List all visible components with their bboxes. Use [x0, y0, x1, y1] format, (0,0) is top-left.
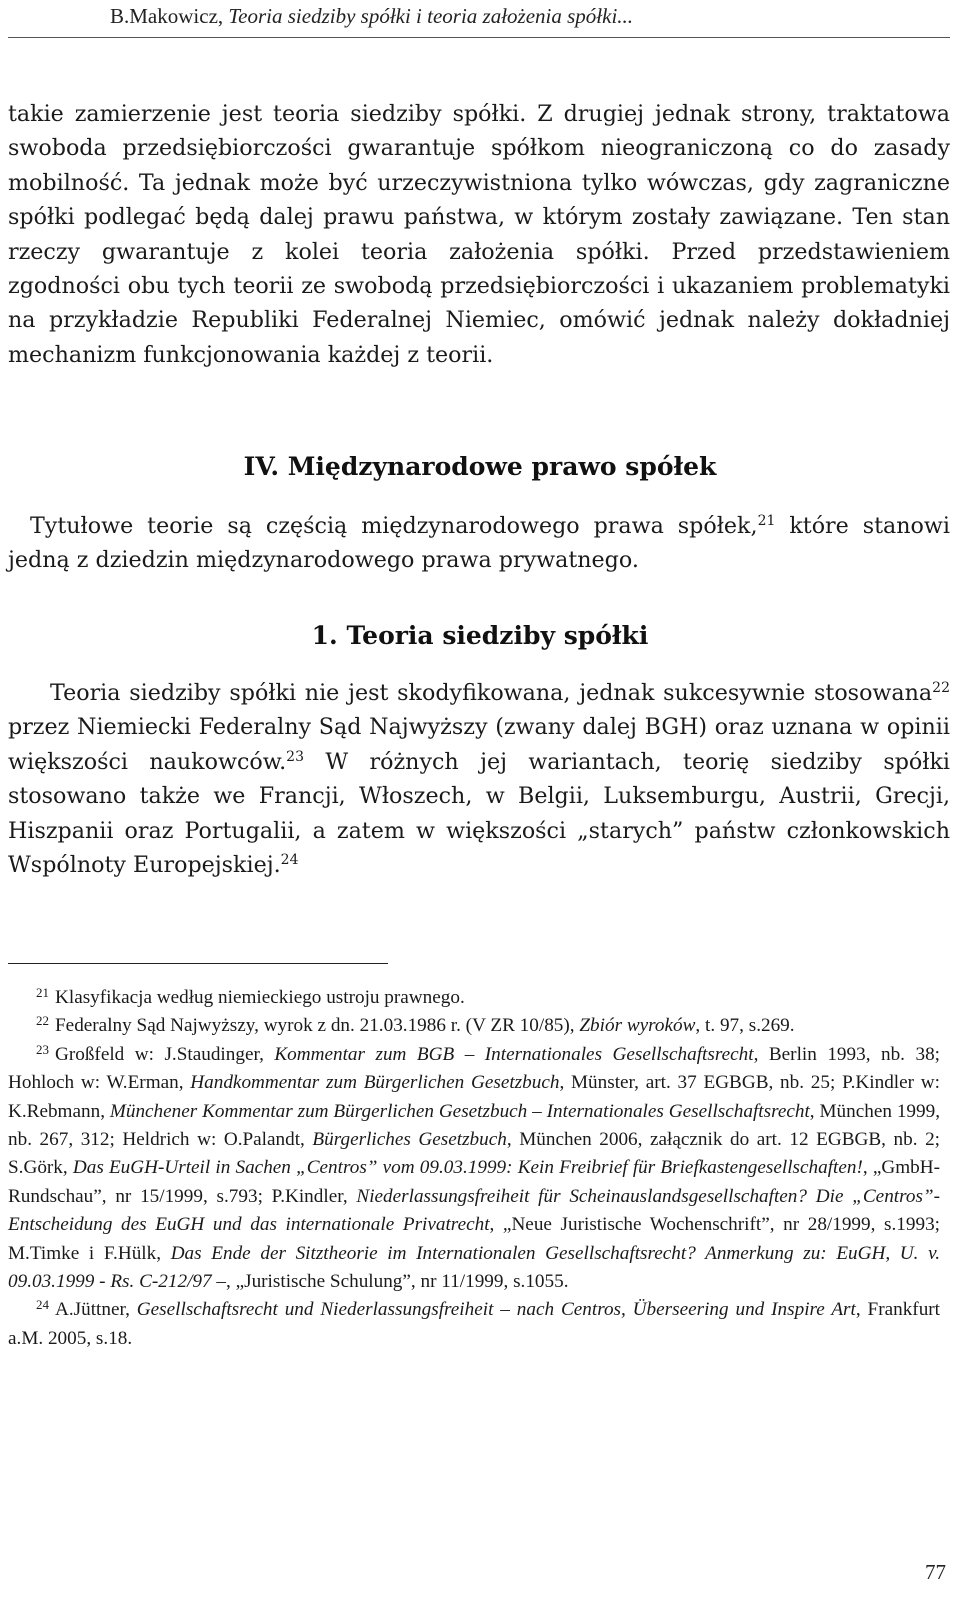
footnote-24: $^{24}$ A.Jüttner, Gesellschaftsrecht und Niederlassungsfreiheit – nach Centros, Überseering und Inspire Art, Frankfurt a.M. 2005, s.18.: [8, 1297, 941, 1349]
footnote-rule: [8, 963, 388, 964]
footnote-ref-23[interactable]: 23: [286, 748, 304, 765]
body-paragraph-3: Teoria siedziby spółki nie jest skodyfikowana, jednak sukcesywnie stosowana$^{22}$ przez Niemiecki Federalny Sąd Najwyższy (zwany dalej BGH) oraz uznana w opinii większości naukowców.$^{23}$ W różnych jej wariantach, teorię siedziby spółki stosowano także we Francji, Włoszech, w Belgii, Luksemburgu, Austrii, Grecji, Hiszpanii oraz Portugalii, a zatem w większości „starych” państw członkowskich Wspólnoty Europejskiej.$^{24}$: [8, 680, 951, 879]
page-number: 77: [925, 1560, 946, 1584]
footnote-22: $^{22}$ Federalny Sąd Najwyższy, wyrok z dn. 21.03.1986 r. (V ZR 10/85), Zbiór wyroków, t. 97, s.269.: [36, 1013, 795, 1037]
section-heading-iv: IV. Międzynarodowe prawo spółek: [243, 452, 717, 481]
body-paragraph-1: [8, 97, 950, 372]
header-rule: [8, 37, 950, 38]
body-paragraph-2: Tytułowe teorie są częścią międzynarodowego prawa spółek,$^{21}$ które stanowi jedną z dziedzin międzynarodowego prawa prywatnego.: [8, 513, 950, 574]
footnote-23: $^{23}$ Großfeld w: J.Staudinger, Kommentar zum BGB – Internationales Gesellschaftsrecht, Berlin 1993, nb. 38; Hohloch w: W.Erman, Handkommentar zum Bürgerlichen Gesetzbuch, Münster, art. 37 EGBGB, nb. 25; P.Kindler w: K.Rebmann, Münchener Kommentar zum Bürgerlichen Gesetzbuch – Internationales Gesellschaftsrecht, München 1999, nb. 267, 312; Heldrich w: O.Palandt, Bürgerliches Gesetzbuch, München 2006, załącznik do art. 12 EGBGB, nb. 2; S.Görk, Das EuGH-Urteil in Sachen „Centros” vom 09.03.1999: Kein Freibrief für Briefkastengesellschaften!, „GmbH-Rundschau”, nr 15/1999, s.793; P.Kindler, Niederlassungsfreiheit für Scheinauslandsgesellschaften? Die „Centros”- Entscheidung des EuGH und das internationale Privatrecht, „Neue Juristische Wochenschrift”, nr 28/1999, s.1993; M.Timke i F.Hülk, Das Ende der Sitztheorie im Internationalen Gesellschaftsrecht? Anmerkung zu: EuGH, U. v. 09.03.1999 - Rs. C-212/97 –, „Juristische Schulung”, nr 11/1999, s.1055.: [8, 1041, 941, 1293]
section-heading-1: 1. Teoria siedziby spółki: [311, 621, 649, 650]
footnote-ref-24[interactable]: 24: [280, 852, 299, 869]
paragraph-text: takie zamierzenie jest teoria siedziby spółki. Z drugiej jednak strony, traktatowa swoboda przedsiębiorczości gwarantuje spółkom nieograniczoną co do zasady mobilność. Ta jednak może być urzeczywistniona tylko wówczas, gdy zagraniczne spółki podlegać będą dalej prawu państwa, w którym zostały zawiązane. Ten stan rzeczy gwarantuje z kolei teoria założenia spółki. Przed przedstawieniem zgodności obu tych teorii ze swobodą przedsiębiorczości i ukazaniem problematyki na przykładzie Republiki Federalnej Niemiec, omówić jednak należy dokładniej mechanizm funkcjonowania każdej z teorii.: [8, 101, 950, 368]
footnotes: [8, 984, 940, 1353]
running-header: [110, 4, 633, 29]
header-author: B.Makowicz,: [110, 4, 229, 28]
footnote-ref-21[interactable]: 21: [757, 513, 776, 529]
footnote-21: $^{21}$ Klasyfikacja według niemieckiego ustroju prawnego.: [36, 985, 465, 1008]
footnote-ref-22[interactable]: 22: [932, 680, 950, 696]
header-title: Teoria siedziby spółki i teoria założenia spółki...: [228, 4, 634, 28]
